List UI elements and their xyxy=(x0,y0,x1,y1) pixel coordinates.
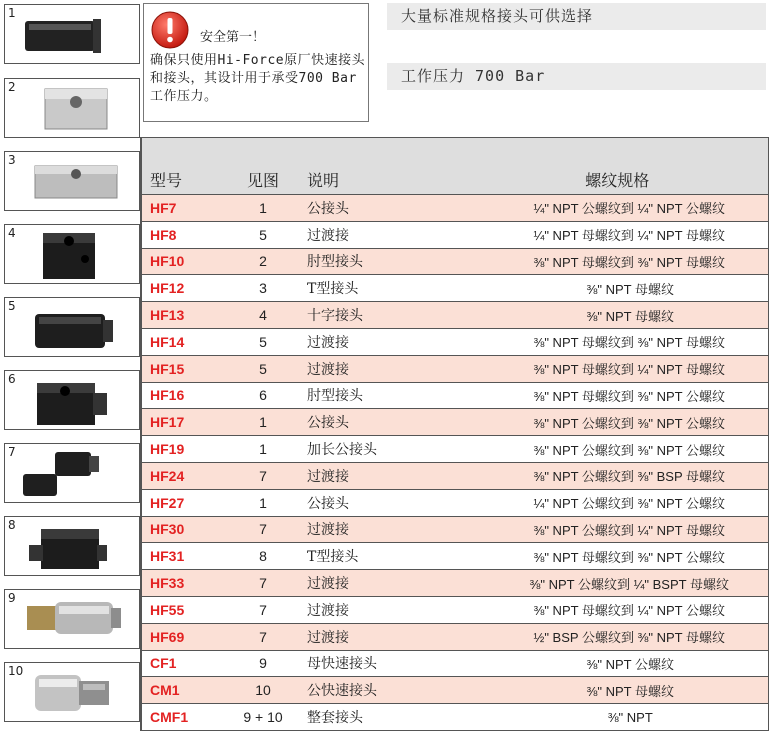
cell-thread: ⅜" NPT 母螺纹到 ⅜" NPT 公螺纹 xyxy=(407,382,768,409)
cell-figure: 1 xyxy=(222,489,304,516)
fitting-image xyxy=(5,225,140,284)
fitting-image xyxy=(5,298,140,357)
fitting-image xyxy=(5,517,140,576)
cell-model: CM1 xyxy=(141,677,222,704)
cell-thread: ½" BSP 公螺纹到 ⅜" NPT 母螺纹 xyxy=(407,623,768,650)
cell-model: HF55 xyxy=(141,596,222,623)
cell-figure: 1 xyxy=(222,195,304,222)
figure-number: 2 xyxy=(8,80,16,94)
cell-description: 公接头 xyxy=(304,409,407,436)
figure-thumbnail-7 xyxy=(4,443,140,503)
safety-notice xyxy=(143,3,369,122)
cell-thread: ⅜" NPT 母螺纹到 ¼" NPT 公螺纹 xyxy=(407,596,768,623)
cell-description: 过渡接 xyxy=(304,355,407,382)
banner-standard-fittings: 大量标准规格接头可供选择 xyxy=(387,3,766,30)
cell-figure: 7 xyxy=(222,623,304,650)
cell-model: HF33 xyxy=(141,570,222,597)
fitting-image xyxy=(5,663,140,722)
cell-model: HF7 xyxy=(141,195,222,222)
table-row xyxy=(141,248,768,275)
cell-figure: 7 xyxy=(222,570,304,597)
cell-model: HF10 xyxy=(141,248,222,275)
table-row xyxy=(141,221,768,248)
table-row xyxy=(141,462,768,489)
table-row xyxy=(141,543,768,570)
cell-description: 母快速接头 xyxy=(304,650,407,677)
safety-title: 安全第一！ xyxy=(200,30,266,45)
cell-thread: ¼" NPT 公螺纹到 ⅜" NPT 公螺纹 xyxy=(407,489,768,516)
table-row xyxy=(141,275,768,302)
safety-body: 确保只使用Hi-Force原厂快速接头和接头，其设计用于承受700 Bar工作压力。 xyxy=(150,53,366,104)
cell-figure: 2 xyxy=(222,248,304,275)
cell-figure: 7 xyxy=(222,596,304,623)
cell-figure: 5 xyxy=(222,355,304,382)
cell-model: HF14 xyxy=(141,328,222,355)
cell-model: HF69 xyxy=(141,623,222,650)
fitting-image xyxy=(5,152,140,211)
cell-thread: ⅜" NPT 母螺纹到 ⅜" NPT 公螺纹 xyxy=(407,543,768,570)
header-description: 说明 xyxy=(304,138,407,195)
cell-model: HF19 xyxy=(141,436,222,463)
figure-number: 10 xyxy=(8,664,24,678)
table-row xyxy=(141,328,768,355)
figure-number: 1 xyxy=(8,6,16,20)
cell-description: 整套接头 xyxy=(304,704,407,731)
cell-model: HF30 xyxy=(141,516,222,543)
cell-model: HF15 xyxy=(141,355,222,382)
figure-number: 8 xyxy=(8,518,16,532)
cell-figure: 6 xyxy=(222,382,304,409)
cell-description: 肘型接头 xyxy=(304,248,407,275)
cell-figure: 4 xyxy=(222,302,304,329)
header-thread: 螺纹规格 xyxy=(407,138,768,195)
cell-description: 过渡接 xyxy=(304,623,407,650)
cell-model: HF13 xyxy=(141,302,222,329)
figure-number: 5 xyxy=(8,299,16,313)
table-row xyxy=(141,195,768,222)
cell-figure: 7 xyxy=(222,516,304,543)
figure-number: 4 xyxy=(8,226,16,240)
cell-thread: ⅜" NPT 公螺纹到 ⅜" NPT 公螺纹 xyxy=(407,436,768,463)
cell-thread: ⅜" NPT 公螺纹到 ¼" BSPT 母螺纹 xyxy=(407,570,768,597)
figure-number: 7 xyxy=(8,445,16,459)
cell-model: HF8 xyxy=(141,221,222,248)
figure-thumbnail-3 xyxy=(4,151,140,211)
table-row xyxy=(141,489,768,516)
cell-figure: 8 xyxy=(222,543,304,570)
figure-thumbnail-10 xyxy=(4,662,140,722)
header-model: 型号 xyxy=(141,138,222,195)
fittings-table xyxy=(140,137,769,731)
cell-description: 过渡接 xyxy=(304,570,407,597)
cell-figure: 3 xyxy=(222,275,304,302)
table-row xyxy=(141,302,768,329)
cell-model: HF27 xyxy=(141,489,222,516)
figure-number: 3 xyxy=(8,153,16,167)
cell-description: 公接头 xyxy=(304,489,407,516)
figure-number: 9 xyxy=(8,591,16,605)
banner-working-pressure: 工作压力 700 Bar xyxy=(387,63,766,90)
table-header-row xyxy=(141,138,768,195)
cell-thread: ⅜" NPT xyxy=(407,704,768,731)
cell-thread: ¼" NPT 公螺纹到 ¼" NPT 公螺纹 xyxy=(407,195,768,222)
cell-model: HF17 xyxy=(141,409,222,436)
cell-figure: 7 xyxy=(222,462,304,489)
cell-model: CMF1 xyxy=(141,704,222,731)
table-row xyxy=(141,704,768,731)
table-row xyxy=(141,623,768,650)
cell-description: 过渡接 xyxy=(304,596,407,623)
cell-figure: 1 xyxy=(222,436,304,463)
cell-thread: ⅜" NPT 母螺纹到 ⅜" NPT 母螺纹 xyxy=(407,248,768,275)
figure-number: 6 xyxy=(8,372,16,386)
fitting-image xyxy=(5,371,140,430)
fitting-image xyxy=(5,5,140,64)
table-row xyxy=(141,382,768,409)
cell-description: 公接头 xyxy=(304,195,407,222)
fitting-image xyxy=(5,444,140,503)
cell-description: 过渡接 xyxy=(304,328,407,355)
cell-figure: 5 xyxy=(222,328,304,355)
cell-thread: ⅜" NPT 母螺纹 xyxy=(407,275,768,302)
fitting-image xyxy=(5,79,140,138)
cell-description: 加长公接头 xyxy=(304,436,407,463)
warning-icon xyxy=(150,10,190,50)
figure-thumbnail-9 xyxy=(4,589,140,649)
cell-description: 过渡接 xyxy=(304,516,407,543)
table-row xyxy=(141,677,768,704)
cell-description: 十字接头 xyxy=(304,302,407,329)
cell-figure: 5 xyxy=(222,221,304,248)
header-figure: 见图 xyxy=(222,138,304,195)
cell-thread: ⅜" NPT 母螺纹到 ⅜" NPT 母螺纹 xyxy=(407,328,768,355)
table-row xyxy=(141,355,768,382)
cell-thread: ⅜" NPT 公螺纹 xyxy=(407,650,768,677)
cell-model: CF1 xyxy=(141,650,222,677)
figure-thumbnail-5 xyxy=(4,297,140,357)
table-row xyxy=(141,650,768,677)
fitting-image xyxy=(5,590,140,649)
cell-figure: 9 + 10 xyxy=(222,704,304,731)
cell-model: HF12 xyxy=(141,275,222,302)
table-row xyxy=(141,436,768,463)
cell-model: HF16 xyxy=(141,382,222,409)
table-row xyxy=(141,409,768,436)
cell-thread: ⅜" NPT 公螺纹到 ⅜" BSP 母螺纹 xyxy=(407,462,768,489)
figure-thumbnail-8 xyxy=(4,516,140,576)
cell-description: T型接头 xyxy=(304,543,407,570)
figure-thumbnail-4 xyxy=(4,224,140,284)
table-row xyxy=(141,596,768,623)
cell-model: HF31 xyxy=(141,543,222,570)
table-row xyxy=(141,516,768,543)
cell-description: 肘型接头 xyxy=(304,382,407,409)
cell-figure: 10 xyxy=(222,677,304,704)
cell-description: 公快速接头 xyxy=(304,677,407,704)
cell-thread: ⅜" NPT 公螺纹到 ⅜" NPT 公螺纹 xyxy=(407,409,768,436)
cell-thread: ⅜" NPT 公螺纹到 ¼" NPT 母螺纹 xyxy=(407,516,768,543)
figure-thumbnail-2 xyxy=(4,78,140,138)
figure-thumbnail-1 xyxy=(4,4,140,64)
cell-thread: ⅜" NPT 母螺纹 xyxy=(407,302,768,329)
cell-description: T型接头 xyxy=(304,275,407,302)
cell-description: 过渡接 xyxy=(304,221,407,248)
cell-model: HF24 xyxy=(141,462,222,489)
cell-figure: 1 xyxy=(222,409,304,436)
figure-thumbnail-6 xyxy=(4,370,140,430)
cell-thread: ⅜" NPT 母螺纹 xyxy=(407,677,768,704)
cell-figure: 9 xyxy=(222,650,304,677)
table-row xyxy=(141,570,768,597)
cell-description: 过渡接 xyxy=(304,462,407,489)
cell-thread: ⅜" NPT 母螺纹到 ¼" NPT 母螺纹 xyxy=(407,355,768,382)
cell-thread: ¼" NPT 母螺纹到 ¼" NPT 母螺纹 xyxy=(407,221,768,248)
